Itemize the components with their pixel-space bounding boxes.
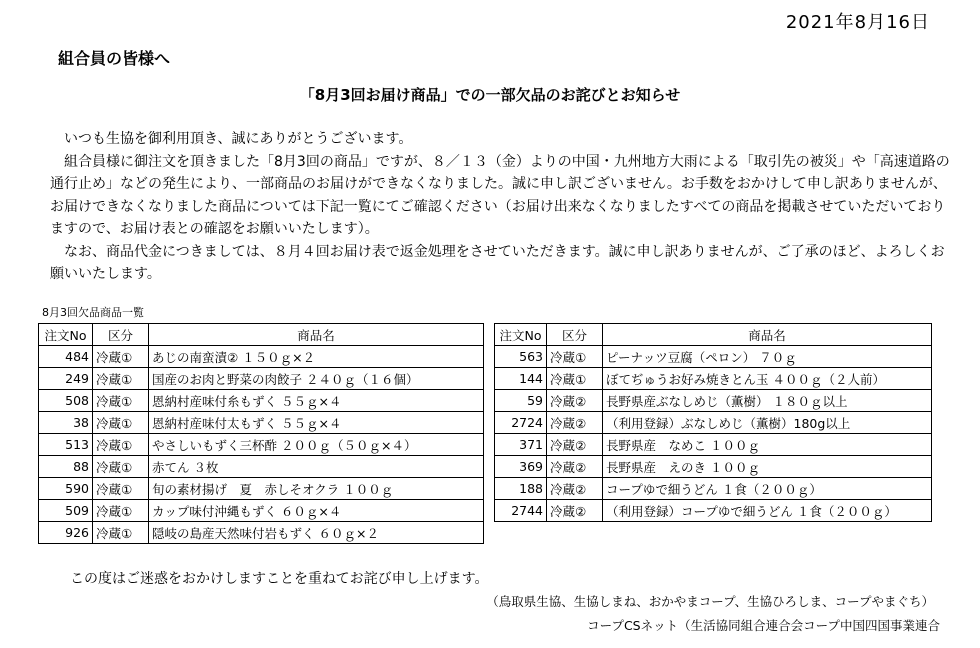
order-no-cell: 249 <box>39 368 93 390</box>
product-name-cell: カップ味付沖縄もずく ６０ｇ×４ <box>149 500 484 522</box>
product-name-cell: 国産のお肉と野菜の肉餃子 ２４０ｇ（１６個） <box>149 368 484 390</box>
table-row <box>39 412 484 434</box>
order-no-cell: 371 <box>495 434 547 456</box>
signature-member-coops: （鳥取県生協、生協しまね、おかやまコープ、生協ひろしま、コープやまぐち） <box>486 594 934 609</box>
product-name-cell: コープゆで細うどん １食（２００ｇ） <box>603 478 932 500</box>
column-header-order-no: 注文No <box>495 324 547 346</box>
table-row <box>495 456 932 478</box>
order-no-cell: 144 <box>495 368 547 390</box>
order-no-cell: 38 <box>39 412 93 434</box>
signature-organization: コープCSネット（生活協同組合連合会コープ中国四国事業連合 <box>587 618 940 633</box>
column-header-product-name: 商品名 <box>149 324 484 346</box>
category-cell: 冷蔵② <box>547 412 603 434</box>
order-no-cell: 188 <box>495 478 547 500</box>
table-row <box>495 346 932 368</box>
category-cell: 冷蔵① <box>93 368 149 390</box>
table-row <box>495 434 932 456</box>
column-header-category: 区分 <box>93 324 149 346</box>
category-cell: 冷蔵① <box>547 346 603 368</box>
table-row <box>39 368 484 390</box>
category-cell: 冷蔵② <box>547 390 603 412</box>
missing-items-table-left <box>38 323 484 544</box>
order-no-cell: 513 <box>39 434 93 456</box>
product-name-cell: 長野県産ぶなしめじ（薫樹） １８０ｇ以上 <box>603 390 932 412</box>
product-name-cell: 恩納村産味付太もずく ５５ｇ×４ <box>149 412 484 434</box>
category-cell: 冷蔵① <box>93 456 149 478</box>
column-header-product-name: 商品名 <box>603 324 932 346</box>
category-cell: 冷蔵① <box>93 346 149 368</box>
column-header-order-no: 注文No <box>39 324 93 346</box>
category-cell: 冷蔵① <box>93 478 149 500</box>
category-cell: 冷蔵② <box>547 500 603 522</box>
category-cell: 冷蔵① <box>93 500 149 522</box>
order-no-cell: 59 <box>495 390 547 412</box>
closing-apology: この度はご迷惑をおかけしますことを重ねてお詫び申し上げます。 <box>70 571 489 587</box>
category-cell: 冷蔵① <box>93 390 149 412</box>
order-no-cell: 508 <box>39 390 93 412</box>
category-cell: 冷蔵① <box>547 368 603 390</box>
order-no-cell: 926 <box>39 522 93 544</box>
table-row <box>495 478 932 500</box>
product-name-cell: 旬の素材揚げ 夏 赤しそオクラ １００ｇ <box>149 478 484 500</box>
document-title: 「8月3回お届け商品」での一部欠品のお詫びとお知らせ <box>299 86 681 104</box>
category-cell: 冷蔵① <box>93 434 149 456</box>
paragraph-refund: なお、商品代金につきましては、８月４回お届け表で返金処理をさせていただきます。誠に申し訳ありませんが、ご了承のほど、よろしくお願いいたします。 <box>50 243 945 282</box>
category-cell: 冷蔵② <box>547 478 603 500</box>
table-row <box>39 390 484 412</box>
paragraph-reason: 組合員様に御注文を頂きました「8月3回の商品」ですが、８／１３（金）よりの中国・九州地方大雨による「取引先の被災」や「高速道路の通行止め」などの発生により、一部商品のお届けができなくなりました。誠に申し訳ございません。お手数をおかけして申し訳ありませんが、お届けできなくなりました商品については下記一覧にてご確認ください（お届け出来なくなりましたすべての商品を掲載させていただいておりますので、お届け表との確認をお願いいたします）。 <box>50 153 950 237</box>
order-no-cell: 2744 <box>495 500 547 522</box>
product-name-cell: あじの南蛮漬② １５０ｇ×２ <box>149 346 484 368</box>
table-row <box>39 434 484 456</box>
product-name-cell: （利用登録）コープゆで細うどん １食（２００ｇ） <box>603 500 932 522</box>
table-row <box>39 346 484 368</box>
table-row <box>495 368 932 390</box>
table-row <box>39 500 484 522</box>
product-name-cell: 恩納村産味付糸もずく ５５ｇ×４ <box>149 390 484 412</box>
table-caption: 8月3回欠品商品一覧 <box>42 306 144 319</box>
category-cell: 冷蔵② <box>547 456 603 478</box>
order-no-cell: 88 <box>39 456 93 478</box>
table-row <box>495 390 932 412</box>
notice-body <box>50 128 950 286</box>
product-name-cell: ぼてぢゅうお好み焼きとん玉 ４００ｇ（２人前） <box>603 368 932 390</box>
table-header-row <box>39 324 484 346</box>
column-header-category: 区分 <box>547 324 603 346</box>
table-row <box>39 478 484 500</box>
table-row <box>495 500 932 522</box>
product-name-cell: 赤てん ３枚 <box>149 456 484 478</box>
paragraph-greeting: いつも生協を御利用頂き、誠にありがとうございます。 <box>50 131 413 147</box>
category-cell: 冷蔵① <box>93 412 149 434</box>
product-name-cell: やさしいもずく三杯酢 ２００ｇ（５０ｇ×４） <box>149 434 484 456</box>
document-date: 2021年8月16日 <box>785 12 930 33</box>
category-cell: 冷蔵① <box>93 522 149 544</box>
product-name-cell: ピーナッツ豆腐（ペロン） ７０ｇ <box>603 346 932 368</box>
order-no-cell: 369 <box>495 456 547 478</box>
table-row <box>39 522 484 544</box>
product-name-cell: 隠岐の島産天然味付岩もずく ６０ｇ×２ <box>149 522 484 544</box>
product-name-cell: （利用登録）ぶなしめじ（薫樹）180g以上 <box>603 412 932 434</box>
order-no-cell: 590 <box>39 478 93 500</box>
table-row <box>39 456 484 478</box>
table-header-row <box>495 324 932 346</box>
table-row <box>495 412 932 434</box>
greeting: 組合員の皆様へ <box>58 49 171 68</box>
category-cell: 冷蔵② <box>547 434 603 456</box>
product-name-cell: 長野県産 えのき １００ｇ <box>603 456 932 478</box>
missing-items-table-right <box>494 323 932 522</box>
order-no-cell: 563 <box>495 346 547 368</box>
order-no-cell: 2724 <box>495 412 547 434</box>
order-no-cell: 484 <box>39 346 93 368</box>
order-no-cell: 509 <box>39 500 93 522</box>
product-name-cell: 長野県産 なめこ １００ｇ <box>603 434 932 456</box>
